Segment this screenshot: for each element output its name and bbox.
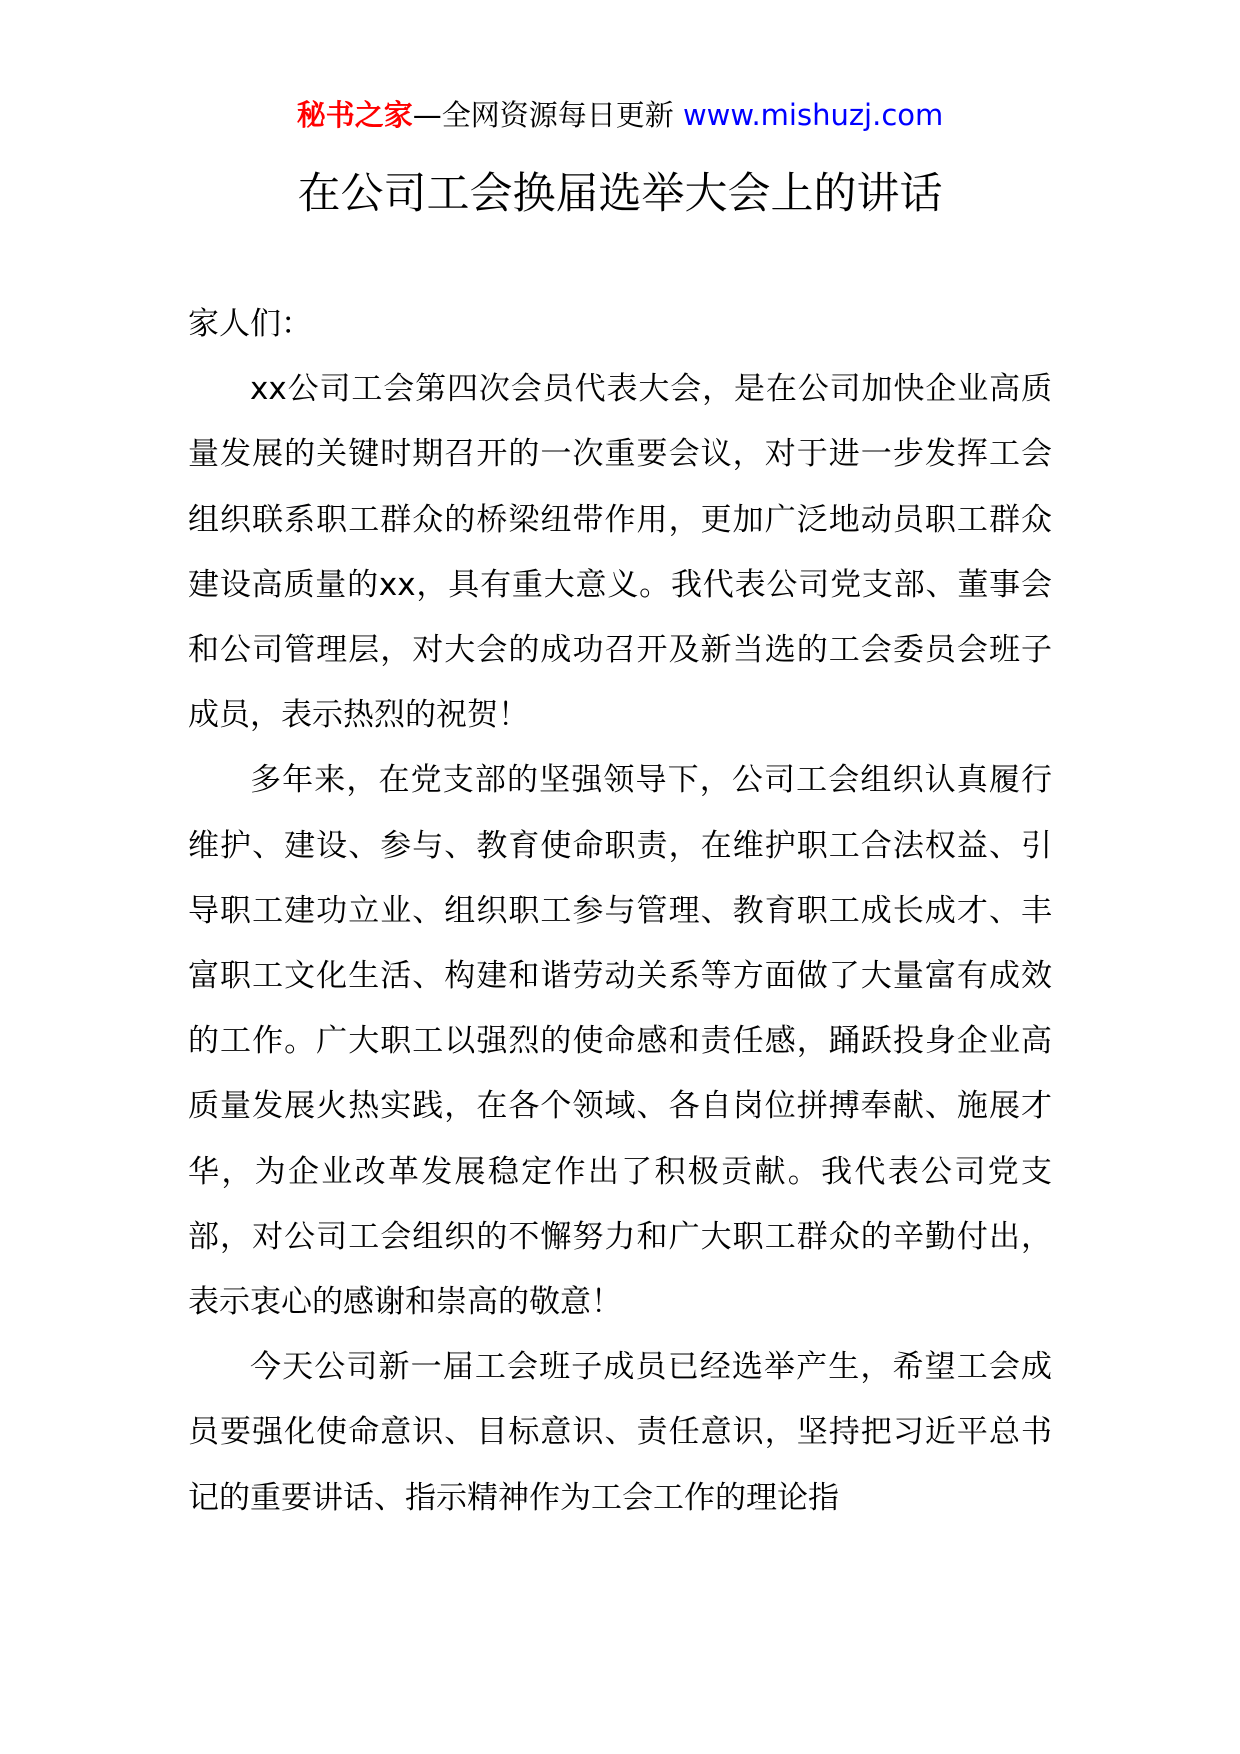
salutation: 家人们： (188, 306, 312, 342)
paragraph-3: 今天公司新一届工会班子成员已经选举产生，希望工会成员要强化使命意识、目标意识、责任意识，坚持把习近平总书记的重要讲话、指示精神作为工会工作的理论指 (188, 1349, 1052, 1516)
site-tagline: —全网资源每日更新 (412, 98, 674, 132)
site-brand: 秘书之家 (296, 98, 413, 132)
paragraph-1: xx公司工会第四次会员代表大会，是在公司加快企业高质量发展的关键时期召开的一次重要会议，对于进一步发挥工会组织联系职工群众的桥梁纽带作用，更加广泛地动员职工群众建设高质量的xx，具有重大意义。我代表公司党支部、董事会和公司管理层，对大会的成功召开及新当选的工会委员会班子成员，表示热烈的祝贺！ (188, 371, 1052, 734)
document-body (188, 292, 1052, 1531)
page-header (0, 95, 1240, 135)
site-url-link[interactable]: www.mishuzj.com (682, 98, 944, 132)
paragraph-2: 多年来，在党支部的坚强领导下，公司工会组织认真履行维护、建设、参与、教育使命职责，在维护职工合法权益、引导职工建功立业、组织职工参与管理、教育职工成长成才、丰富职工文化生活、构建和谐劳动关系等方面做了大量富有成效的工作。广大职工以强烈的使命感和责任感，踊跃投身企业高质量发展火热实践，在各个领域、各自岗位拼搏奉献、施展才华，为企业改革发展稳定作出了积极贡献。我代表公司党支部，对公司工会组织的不懈努力和广大职工群众的辛勤付出，表示衷心的感谢和崇高的敬意！ (188, 762, 1052, 1321)
document-title: 在公司工会换届选举大会上的讲话 (297, 169, 943, 219)
